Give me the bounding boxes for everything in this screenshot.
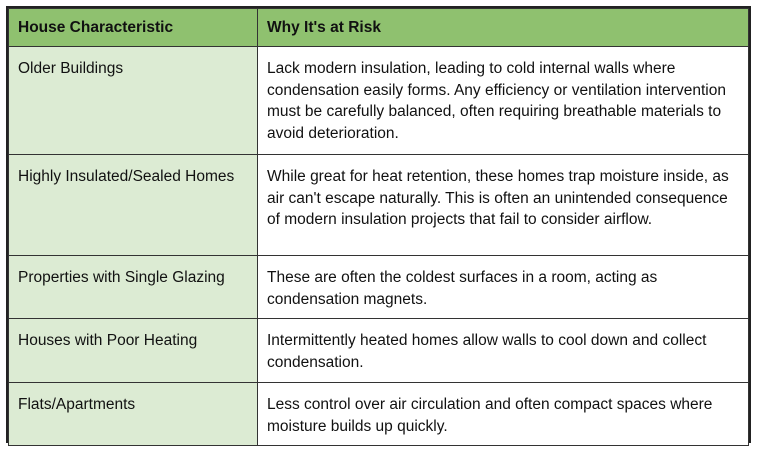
header-label: House Characteristic bbox=[18, 18, 174, 36]
risk-table bbox=[8, 8, 749, 446]
risk-cell bbox=[258, 155, 749, 256]
characteristic-cell bbox=[9, 256, 258, 319]
header-label: Why It's at Risk bbox=[267, 18, 381, 36]
table-row bbox=[9, 47, 749, 155]
risk-cell bbox=[258, 383, 749, 446]
risk-text: While great for heat retention, these homes trap moisture inside, as air can't escape naturally. This is often an unintended consequence of modern insulation projects that fail to consider airflow. bbox=[267, 168, 729, 228]
header-why-at-risk bbox=[258, 9, 749, 47]
characteristic-text: Properties with Single Glazing bbox=[18, 269, 225, 286]
risk-text: Less control over air circulation and often compact spaces where moisture builds up quickly. bbox=[267, 396, 713, 435]
characteristic-cell bbox=[9, 383, 258, 446]
header-house-characteristic bbox=[9, 9, 258, 47]
characteristic-cell bbox=[9, 155, 258, 256]
characteristic-cell bbox=[9, 319, 258, 383]
characteristic-text: Older Buildings bbox=[18, 60, 124, 77]
table-row bbox=[9, 155, 749, 256]
risk-text: Intermittently heated homes allow walls to cool down and collect condensation. bbox=[267, 332, 707, 371]
risk-text: Lack modern insulation, leading to cold internal walls where condensation easily forms. Any efficiency or ventilation intervention must be carefully balanced, often requiring breathable materials to avoid deterioration. bbox=[267, 60, 726, 142]
risk-cell bbox=[258, 319, 749, 383]
risk-text: These are often the coldest surfaces in a room, acting as condensation magnets. bbox=[267, 269, 658, 308]
risk-cell bbox=[258, 47, 749, 155]
table-row bbox=[9, 383, 749, 446]
table-row bbox=[9, 256, 749, 319]
table-row bbox=[9, 319, 749, 383]
characteristic-text: Flats/Apartments bbox=[18, 396, 136, 413]
table-header-row bbox=[9, 9, 749, 47]
risk-cell bbox=[258, 256, 749, 319]
characteristic-cell bbox=[9, 47, 258, 155]
characteristic-text: Houses with Poor Heating bbox=[18, 332, 198, 349]
risk-table-container bbox=[6, 6, 751, 443]
characteristic-text: Highly Insulated/Sealed Homes bbox=[18, 168, 235, 185]
